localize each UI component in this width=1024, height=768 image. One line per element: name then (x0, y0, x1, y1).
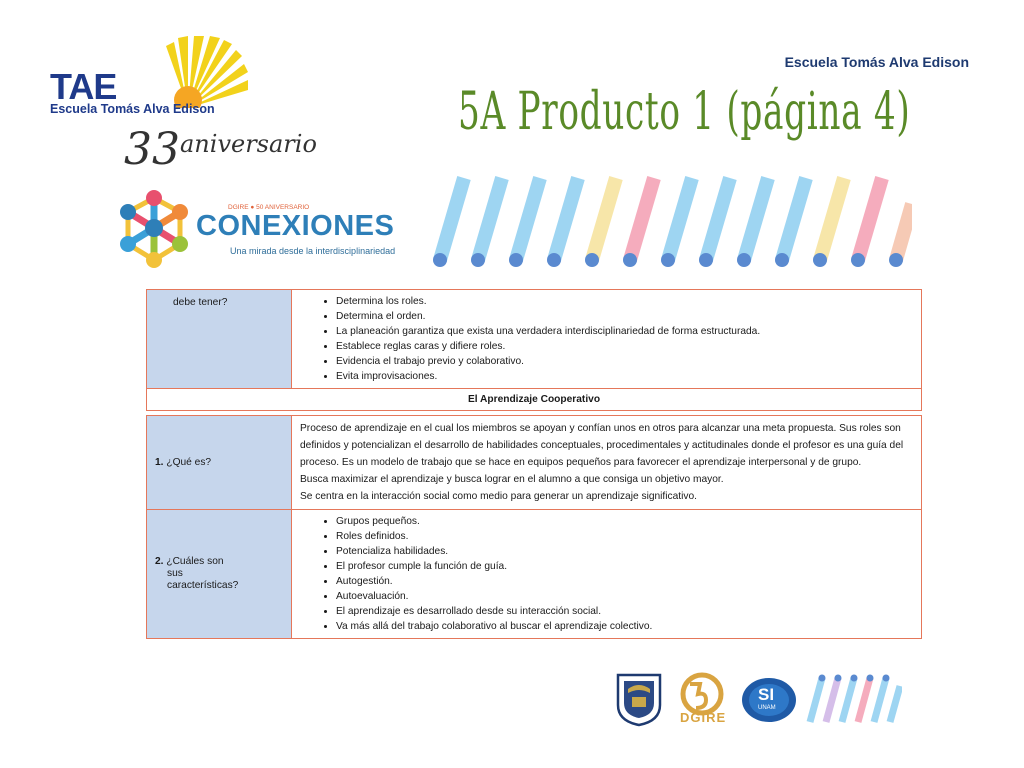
sun-icon (166, 36, 248, 108)
network-icon (116, 188, 192, 270)
question-text-line-3: características? (167, 579, 239, 591)
school-name: Escuela Tomás Alva Edison (784, 54, 969, 70)
list-item: • Determina los roles. (336, 294, 915, 309)
row-label: debe tener? (147, 290, 292, 389)
table-row (147, 290, 922, 389)
paragraph: Busca maximizar el aprendizaje y busca lograr en el alumno a que consiga un objetivo mayor. (300, 474, 724, 485)
conexiones-subtitle: Una mirada desde la interdisciplinariedad (230, 246, 396, 256)
tae-school-name: Escuela Tomás Alva Edison (50, 102, 215, 116)
row-content (292, 510, 922, 639)
question-text-line-1: ¿Cuáles son (166, 556, 224, 568)
si-text: SI (758, 685, 775, 704)
decorative-stripes (428, 172, 912, 272)
list-item: • Va más allá del trabajo colaborativo al buscar el aprendizaje colectivo. (336, 619, 915, 634)
list-item: • El aprendizaje es desarrollado desde su interacción social. (336, 604, 915, 619)
list-item: • Grupos pequeños. (336, 514, 915, 529)
tae-anniversary (124, 112, 317, 175)
list-item: • La planeación garantiza que exista una verdadera interdisciplinariedad de forma estructurada. (336, 324, 915, 339)
table-row (147, 510, 922, 639)
conexiones-tagline: DGIRE ● 50 ANIVERSARIO (228, 204, 310, 211)
dgire-logo (670, 672, 734, 726)
anniversary-text: aniversario (180, 130, 317, 158)
bullet-list (300, 294, 915, 384)
tae-logo (48, 36, 317, 175)
row-content (292, 290, 922, 389)
table-row (147, 416, 922, 510)
question-text: ¿Qué es? (166, 456, 212, 468)
list-item: • Potencializa habilidades. (336, 544, 915, 559)
list-item: • Evidencia el trabajo previo y colaborativo. (336, 354, 915, 369)
content-table (146, 289, 922, 639)
question-text-line-2: sus (167, 568, 183, 580)
decorative-stripes-small (806, 672, 902, 726)
list-item: • Roles definidos. (336, 529, 915, 544)
question-number: 1. (155, 456, 164, 468)
list-item: • Autogestión. (336, 574, 915, 589)
section-header-row (147, 389, 922, 411)
si-sub-text: UNAM (758, 705, 776, 711)
list-item: • El profesor cumple la función de guía. (336, 559, 915, 574)
conexiones-logo (116, 186, 406, 276)
question-number: 2. (155, 556, 164, 568)
si-unam-logo (740, 676, 798, 724)
conexiones-wordmark: CONEXIONES (196, 210, 395, 242)
page-title: 5A Producto 1 (página 4) (458, 82, 911, 142)
anniversary-number: 33 (124, 124, 180, 175)
row-label (147, 416, 292, 510)
dgire-text: DGIRE (680, 710, 727, 725)
unam-seal-icon (614, 671, 664, 727)
paragraph: Proceso de aprendizaje en el cual los miembros se apoyan y confían unos en otros para alcanzar una meta propuesta. Sus roles son definidos y potencializan el desarrollo de habilidades conceptuales, procedimentales y actitudinales donde el profesor es una guía del proceso. Es un modelo de trabajo que se hace en equipos pequeños para favorecer el aprendizaje interpersonal y de grupo. (300, 423, 904, 468)
list-item: • Autoevaluación. (336, 589, 915, 604)
bullet-list (300, 514, 915, 634)
section-title: El Aprendizaje Cooperativo (147, 389, 922, 411)
row-content (292, 416, 922, 510)
list-item: • Evita improvisaciones. (336, 369, 915, 384)
row-label (147, 510, 292, 639)
paragraph: Se centra en la interacción social como medio para generar un aprendizaje significativo. (300, 491, 697, 502)
tae-letters: TAE (50, 66, 117, 107)
list-item: • Establece reglas caras y difiere roles. (336, 339, 915, 354)
list-item: • Determina el orden. (336, 309, 915, 324)
